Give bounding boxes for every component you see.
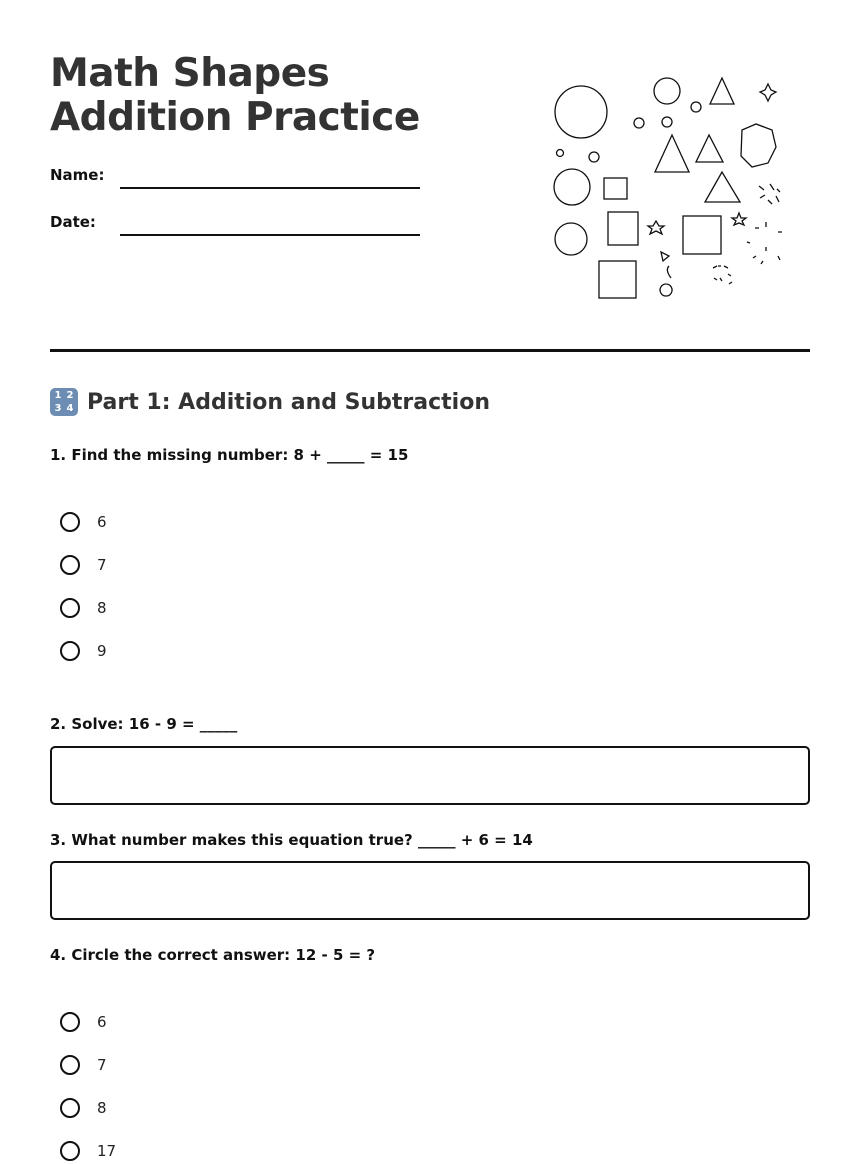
question-3-text: 3. What number makes this equation true? _____ + 6 = 14 [50,831,533,849]
question-1-option[interactable] [60,552,107,578]
section-divider [50,349,810,352]
option-label: 7 [97,1056,107,1074]
question-1-option[interactable] [60,638,107,664]
section-title: Part 1: Addition and Subtraction [87,389,490,415]
radio-button[interactable] [60,641,80,661]
date-field[interactable] [120,234,420,236]
option-label: 6 [97,1013,107,1031]
radio-button[interactable] [60,1141,80,1161]
radio-button[interactable] [60,1098,80,1118]
question-3-answer-field[interactable] [50,861,810,920]
section-heading [50,388,490,416]
question-4-text: 4. Circle the correct answer: 12 - 5 = ? [50,946,376,964]
option-label: 9 [97,642,107,660]
input-numbers-icon: 1 2 3 4 [50,388,78,416]
option-label: 7 [97,556,107,574]
radio-button[interactable] [60,555,80,575]
radio-button[interactable] [60,1012,80,1032]
option-label: 8 [97,1099,107,1117]
radio-button[interactable] [60,1055,80,1075]
name-field[interactable] [120,187,420,189]
worksheet-title: Math Shapes Addition Practice [50,51,420,140]
option-label: 6 [97,513,107,531]
question-1-option[interactable] [60,595,107,621]
option-label: 17 [97,1142,117,1160]
question-4-option[interactable] [60,1138,116,1164]
question-4-option[interactable] [60,1095,107,1121]
question-2-text: 2. Solve: 16 - 9 = _____ [50,715,238,733]
question-1-option[interactable] [60,509,107,535]
doodle-shapes-icon [548,72,788,304]
question-4-option[interactable] [60,1052,107,1078]
name-label: Name: [50,166,105,184]
question-1-text: 1. Find the missing number: 8 + _____ = 15 [50,446,409,464]
question-2-answer-field[interactable] [50,746,810,805]
radio-button[interactable] [60,598,80,618]
date-label: Date: [50,213,96,231]
question-4-option[interactable] [60,1009,107,1035]
radio-button[interactable] [60,512,80,532]
option-label: 8 [97,599,107,617]
